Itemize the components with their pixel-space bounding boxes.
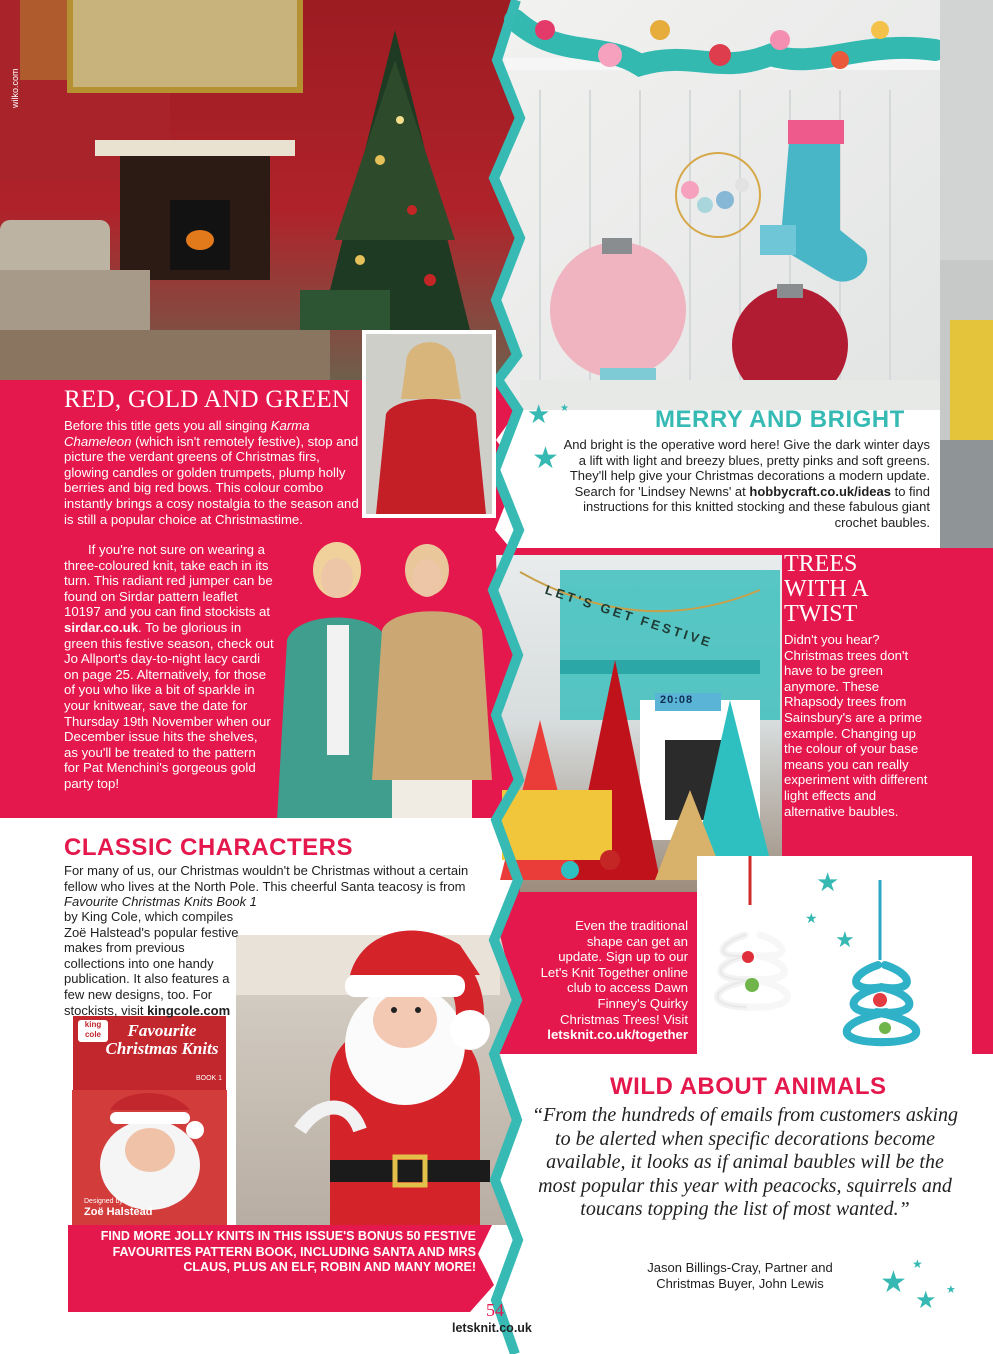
book-cover-title: Favourite Christmas Knits bbox=[105, 1021, 219, 1058]
page-number: 54 bbox=[486, 1300, 504, 1320]
together-text bbox=[540, 918, 688, 1043]
star-icon: ★ bbox=[816, 868, 840, 898]
star-icon: ★ bbox=[835, 928, 855, 953]
star-icon: ★ bbox=[532, 441, 559, 476]
para-2-text-b: . To be glorious in green this festive season, check out Jo Allport's day-to-night lacy cardi on page 25. Alternatively, for those of you who like a bit of sparkle in your knitwear, save the date for Thursday 19th November when our December issue hits the shelves, as you'll be treated to the pattern for Pat Menchini's gorgeous gold party top! bbox=[64, 619, 274, 791]
santa-teacosy-photo bbox=[236, 931, 517, 1225]
clock-display: 20:08 bbox=[660, 694, 694, 706]
white-room-photo bbox=[494, 0, 940, 410]
merry-bright-text bbox=[560, 437, 930, 531]
living-room-photo bbox=[0, 0, 518, 380]
merry-bright-title: MERRY AND BRIGHT bbox=[655, 406, 905, 433]
classic-characters-text-top bbox=[64, 863, 474, 910]
red-gold-green-title: RED, GOLD AND GREEN bbox=[64, 386, 351, 413]
wild-animals-quote: “From the hundreds of emails from customers asking to be alerted when specific decorations become available, it looks as if animal baubles will be the most popular this year with peacocks, squirrels and toucans topping the list of most wanted.” bbox=[531, 1104, 959, 1220]
wild-animals-attribution: Jason Billings-Cray, Partner and Christmas Buyer, John Lewis bbox=[647, 1260, 833, 1291]
star-icon: ★ bbox=[805, 911, 818, 927]
book-title-em: Favourite Christmas Knits Book 1 bbox=[64, 894, 257, 910]
book-designer: Zoë Halstead bbox=[84, 1206, 153, 1218]
bonus-banner-text: FIND MORE JOLLY KNITS IN THIS ISSUE'S BONUS 50 FESTIVE FAVOURITES PATTERN BOOK, INCLUDING SANTA AND MRS CLAUS, PLUS AN ELF, ROBIN AND MANY MORE! bbox=[100, 1229, 476, 1274]
footer-site: letsknit.co.uk bbox=[452, 1321, 532, 1335]
festive-trees-photo bbox=[496, 555, 782, 892]
book-cover-sub: BOOK 1 bbox=[196, 1075, 223, 1082]
classic-text-a: For many of us, our Christmas wouldn't be Christmas without a certain fellow who lives at the North Pole. This cheerful Santa teacosy is from bbox=[64, 863, 469, 894]
together-text-body: Even the traditional shape can get an update. Sign up to our Let's Knit Together online club to access Dawn Finney's Quirky Christmas Trees! Visit bbox=[540, 918, 688, 1027]
para-1-title-em: Karma Chameleon bbox=[64, 418, 310, 449]
red-jumper-photo bbox=[362, 330, 496, 518]
trees-twist-text: Didn't you hear? Christmas trees don't have to be green anymore. These Rhapsody trees from Sainsbury's are a prime example. Changing up the colour of your base means you can really experiment with different light effects and alternative baubles. bbox=[784, 632, 928, 819]
kingcole-link[interactable]: kingcole.com bbox=[147, 1002, 231, 1018]
star-icon: ★ bbox=[915, 1286, 937, 1314]
king-cole-logo: king cole bbox=[78, 1020, 108, 1042]
star-icon: ★ bbox=[880, 1265, 907, 1300]
red-gold-green-para-2 bbox=[64, 542, 274, 792]
credit-text: wilko.com bbox=[10, 68, 20, 108]
classic-characters-text-bottom bbox=[64, 909, 239, 1018]
classic-characters-title: CLASSIC CHARACTERS bbox=[64, 834, 354, 861]
para-2-text-a: If you're not sure on wearing a three-coloured knit, take each in its turn. This radiant red jumper can be found on Sirdar pattern leaflet 10197 and you can find stockists at bbox=[64, 542, 273, 620]
classic-text-b: by King Cole, which compiles Zoë Halstead's popular festive makes from previous collections into one handy publication. It also features a few new designs, too. For stockists, visit bbox=[64, 909, 239, 1018]
merry-bright-text-a: And bright is the operative word here! Give the dark winter days a lift with light and breezy blues, pretty pinks and soft greens. They'll help give your Christmas decorations a modern update. Search for 'Lindsey Newns' at bbox=[563, 437, 930, 499]
book-designed-by: Designed by bbox=[84, 1198, 123, 1205]
star-icon: ★ bbox=[527, 400, 551, 430]
lets-get-festive-bunting: LET'S GET FESTIVE bbox=[543, 582, 715, 651]
red-gold-green-para-1 bbox=[64, 418, 364, 527]
star-icon: ★ bbox=[912, 1257, 923, 1271]
para-1-text-b: (which isn't remotely festive), stop and picture the verdant greens of Christmas firs, glowing candles or golden trumpets, plump holly berries and big red bows. This colour combo instantly brings a cosy nostalgia to the season and is still a popular choice at Christmastime. bbox=[64, 433, 359, 527]
para-1-text-a: Before this title gets you all singing bbox=[64, 418, 271, 433]
star-icon: ★ bbox=[946, 1283, 956, 1296]
side-room-photo bbox=[940, 0, 993, 548]
photo-credit bbox=[8, 50, 22, 110]
hobbycraft-link[interactable]: hobbycraft.co.uk/ideas bbox=[749, 483, 891, 499]
star-icon: ★ bbox=[560, 403, 569, 414]
together-link[interactable]: letsknit.co.uk/together bbox=[547, 1027, 688, 1043]
merry-bright-text-b: to find instructions for this knitted stocking and these fabulous giant crochet baubles. bbox=[583, 483, 930, 530]
star-icon: ★ bbox=[934, 1026, 954, 1051]
knitwear-models-photo bbox=[262, 530, 494, 818]
trees-twist-title: TREES WITH A TWIST bbox=[784, 551, 868, 627]
wild-animals-title: WILD ABOUT ANIMALS bbox=[610, 1073, 887, 1100]
sirdar-link[interactable]: sirdar.co.uk bbox=[64, 619, 139, 635]
